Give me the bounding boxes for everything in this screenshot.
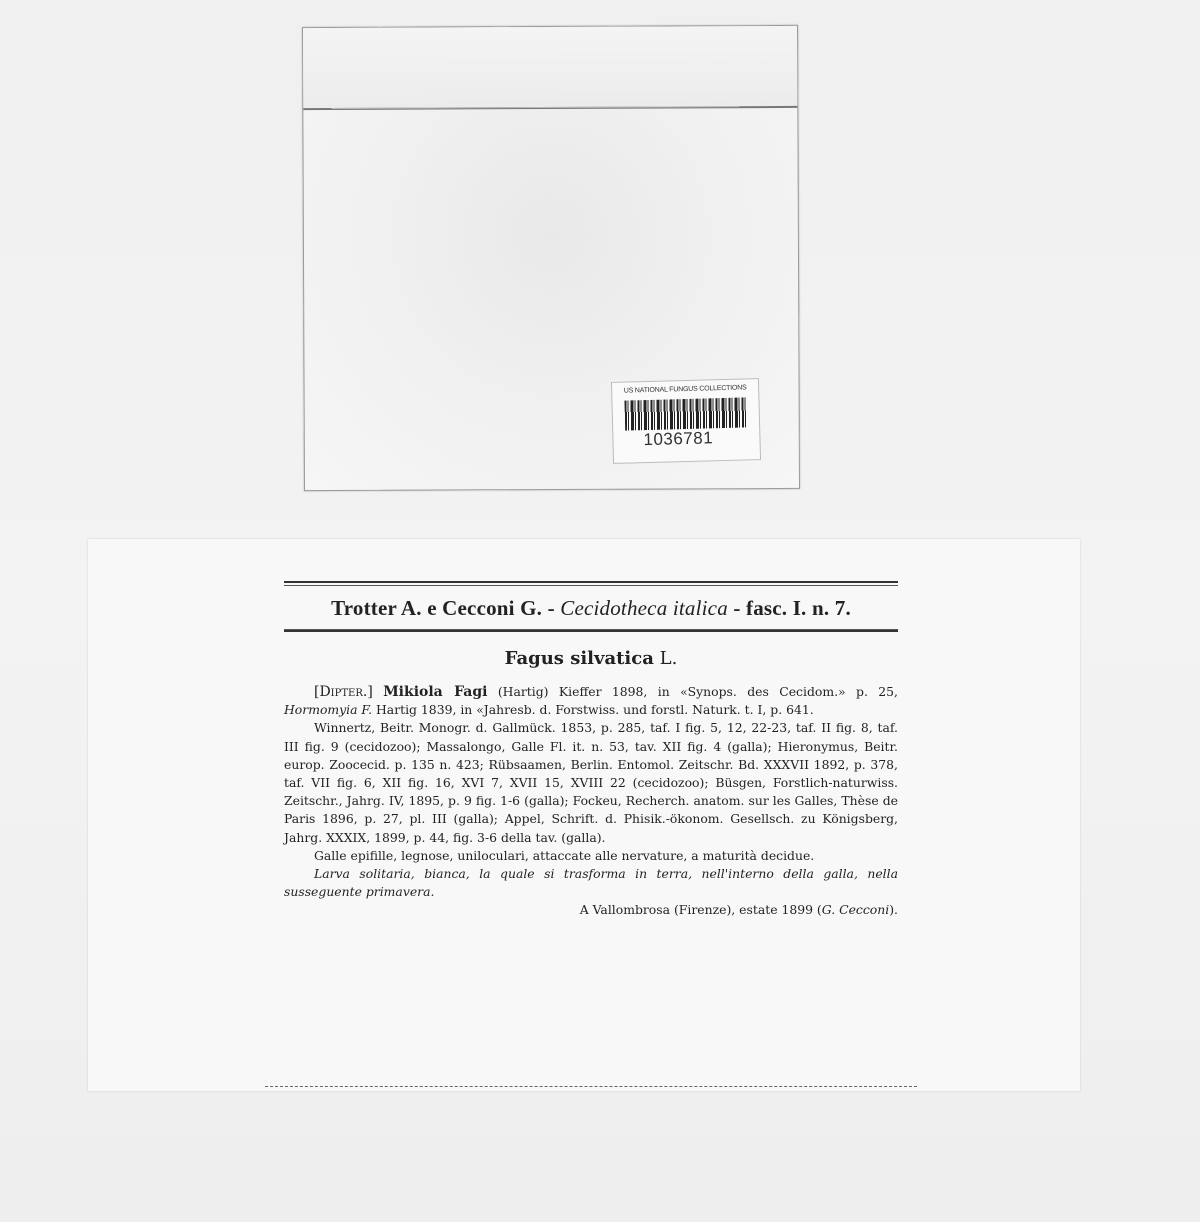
series-authors: Trotter A. e Cecconi G. - xyxy=(331,596,555,620)
locality-line xyxy=(284,901,898,919)
paragraph-gall-description: Galle epifille, legnose, uniloculari, attaccate alle nervature, a maturità decidue. xyxy=(314,847,815,863)
series-title: Cecidotheca italica xyxy=(560,596,728,620)
barcode-icon xyxy=(624,397,747,430)
synonym-name: Hormomyia F. xyxy=(284,702,373,718)
top-rule-thin xyxy=(284,585,898,586)
barcode-organization: US NATIONAL FUNGUS COLLECTIONS xyxy=(623,384,747,395)
citation-text-b: Hartig 1839, in «Jahresb. d. Forstwiss. und forstl. Naturk. t. I, p. 641. xyxy=(376,702,814,718)
series-fascicle: - fasc. I. n. 7. xyxy=(733,596,851,620)
printed-label xyxy=(88,539,1080,1091)
locality-text: A Vallombrosa (Firenze), estate 1899 ( xyxy=(579,902,822,918)
barcode-number: 1036781 xyxy=(643,428,714,450)
packet-flap xyxy=(303,26,797,110)
label-body xyxy=(284,683,898,920)
gall-maker-name: Mikiola Fagi xyxy=(383,684,488,700)
paragraph-gall-maker xyxy=(284,683,898,719)
host-genus-species: Fagus silvatica xyxy=(504,648,654,669)
paragraph-literature: Winnertz, Beitr. Monogr. d. Gallmück. 1853, p. 285, taf. I fig. 5, 12, 22-23, taf. II fig. 8, taf. III fig. 9 (cecidozoo); Massalongo, Galle Fl. it. n. 53, tav. XII fig. 4 (galla); Hieronymus, Beitr. europ. Zoocecid. p. 135 n. 423; Rübsaamen, Berlin. Entomol. Zeitschr. Bd. XXXVII 1892, p. 378, taf. VII fig. 6, XII fig. 16, XVI 7, XVII 15, XVIII 22 (cecidozoo); Büsgen, Forstlich-naturwiss. Zeitschr., Jahrg. IV, 1895, p. 9 fig. 1-6 (galla); Fockeu, Recherch. anatom. sur les Galles, Thèse de Paris 1896, p. 27, pl. III (galla); Appel, Schrift. d. Phisik.-ökonom. Gesellsch. zu Königsberg, Jahrg. XXXIX, 1899, p. 44, fig. 3-6 della tav. (galla). xyxy=(284,720,898,845)
citation-text-a: (Hartig) Kieffer 1898, in «Synops. des Cecidom.» p. 25, xyxy=(497,684,898,699)
series-heading xyxy=(284,596,898,621)
top-rule xyxy=(284,581,898,583)
collector-name: G. Cecconi xyxy=(821,902,890,918)
paragraph-larva-description: Larva solitaria, bianca, la quale si trasforma in terra, nell'interno della galla, nella susseguente primavera. xyxy=(284,866,898,900)
order-name: [Dipter.] xyxy=(314,684,373,700)
host-author: L. xyxy=(659,648,678,669)
label-bottom-rule xyxy=(265,1086,917,1087)
locality-close: ). xyxy=(889,902,898,918)
mid-rule xyxy=(284,630,898,632)
host-name xyxy=(284,648,898,669)
label-content xyxy=(284,581,898,920)
barcode-label xyxy=(611,378,761,464)
packet-flap-edge xyxy=(331,106,739,115)
